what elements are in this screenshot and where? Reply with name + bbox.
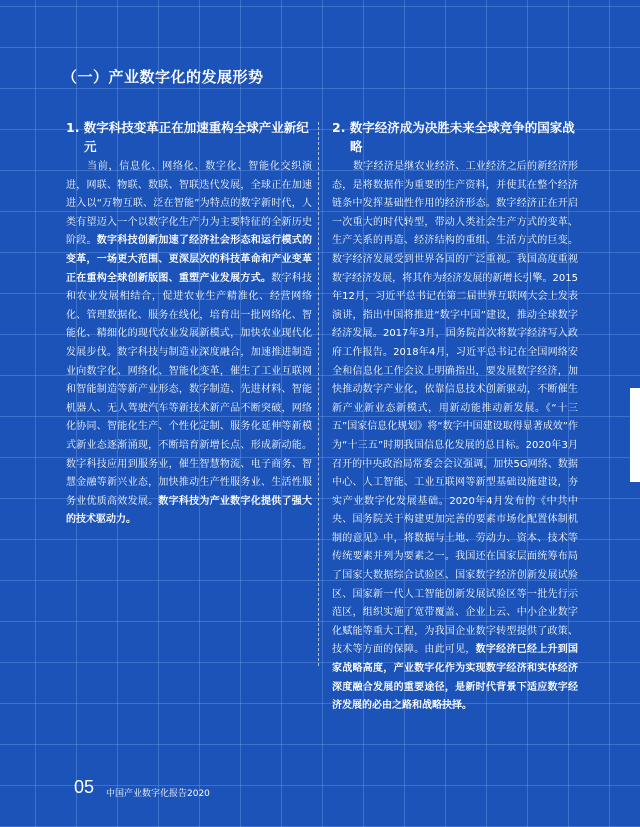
left-text-1: 当前，信息化、网络化、数字化、智能化交织演进，网联、物联、数联、智联迭代发展，全球正在加速进入以“万物互联、泛在智能”为特点的数字新时代，人类有望迈入一个以数字化生产力为主要特征的全新历史阶段。 xyxy=(66,161,312,247)
right-heading: 2. 数字经济成为决胜未来全球竞争的国家战略 xyxy=(332,120,575,154)
right-paragraph xyxy=(332,158,578,716)
edge-accent-bar xyxy=(630,388,640,482)
left-text-2: 数字科技和农业发展相结合，促进农业生产精准化、经营网络化、管理数据化、服务在线化，培育出一批网络化、智能化、精细化的现代农业发展新模式，加快农业现代化发展步伐。数字科技与制造业深度融合，加速推进制造业向数字化、网络化、智能化变革，催生了工业互联网和智能制造等新产业形态，数字制造、先进材料、智能机器人、无人驾驶汽车等新技术新产品不断突破，网络化协同、智能化生产、个性化定制、服务化延伸等新模式新业态逐渐涌现，不断培育新增长点、形成新动能。数字科技应用到服务业，催生智慧物流、电子商务、智慧金融等新兴业态，加快推动生产性服务业、生活性服务业优质高效发展。 xyxy=(66,272,313,507)
left-bold-2: 数字科技为产业数字化提供了强大的技术驱动力。 xyxy=(66,495,313,526)
left-column xyxy=(66,118,312,530)
right-text-1: 数字经济是继农业经济、工业经济之后的新经济形态，是将数据作为重要的生产资料，并使其在整个经济链条中发挥基础性作用的经济形态。数字经济正在开启一次重大的时代转型，带动人类社会生产方式的变革、生产关系的再造、经济结构的重组、生活方式的巨变。数字经济发展受到世界各国的广泛重视。我国高度重视数字经济发展，将其作为经济发展的新增长引擎。2015年12月，习近平总书记在第二届世界互联网大会上发表演讲，指出中国将推进“数字中国”建设，推动全球数字经济发展。2017年3月，国务院首次将数字经济写入政府工作报告。2018年4月，习近平总书记在全国网络安全和信息化工作会议上明确指出，要发展数字经济，加快推动数字产业化，依靠信息技术创新驱动，不断催生新产业新业态新模式，用新动能推动新发展。《“十三五”国家信息化规划》将“数字中国建设取得显著成效”作为“十三五”时期我国信息化发展的总目标。2020年3月召开的中央政治局常委会会议强调，加快5G网络、数据中心、人工智能、工业互联网等新型基础设施建设，夯实产业数字化发展基础。2020年4月发布的《中共中央、国务院关于构建更加完善的要素市场化配置体制机制的意见》中，将数据与土地、劳动力、资本、技术等传统要素并列为要素之一。我国还在国家层面统筹布局了国家大数据综合试验区、国家数字经济创新发展试验区、国家新一代人工智能创新发展试验区等一批先行示范区，组织实施了宽带覆盖、企业上云、中小企业数字化赋能等重大工程，为我国企业数字转型提供了政策、技术等方面的保障。由此可见， xyxy=(332,161,578,656)
report-source: 中国产业数字化报告2020 xyxy=(106,789,210,799)
right-bold-1: 数字经济已经上升到国家战略高度，产业数字化作为实现数字经济和实体经济深度融合发展的重要途径，是新时代背景下适应数字经济发展的必由之路和战略抉择。 xyxy=(332,644,579,712)
right-column xyxy=(332,118,578,716)
page-number: 05 xyxy=(74,777,95,797)
left-heading: 1. 数字科技变革正在加速重构全球产业新纪元 xyxy=(66,120,309,154)
left-paragraph xyxy=(66,158,312,530)
column-divider xyxy=(318,122,319,666)
section-title: （一）产业数字化的发展形势 xyxy=(62,68,264,86)
left-bold-1: 数字科技创新加速了经济社会形态和运行模式的变革，一场更大范围、更深层次的科技革命和产业变革正在重构全球创新版图、重塑产业发展方式。 xyxy=(66,235,313,284)
